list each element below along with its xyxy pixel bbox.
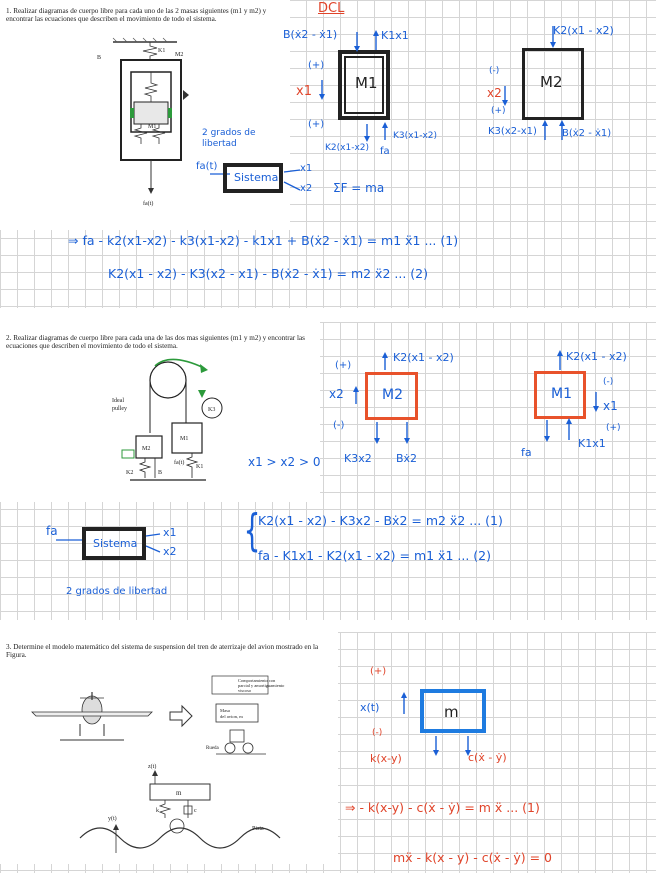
fig-label-k1: K1 [158,48,166,54]
p2-left-sign-top: (+) [335,360,352,371]
fig-label-c: c [194,808,197,814]
p3-mass-label: m [444,703,459,721]
problem1-mechanical-figure [95,38,205,208]
fig-label-pulley: Ideal [112,398,124,404]
m2-force-damper: B(ẋ2 - ẋ1) [562,128,612,139]
m1-force-damper: B(ẋ2 - ẋ1) [283,28,338,41]
p2-output-x1: x1 [163,526,177,539]
p3-sign-bottom: (-) [372,728,383,738]
m1-label: M1 [355,74,378,92]
p2-right-force-fa: fa [521,446,532,459]
problem2-statement: 2. Realizar diagramas de cuerpo libre para cada una de las dos mas siguientes (m1 y m2) y encontrar las ecuaciones que describen el movimiento de todo el sistema. [6,334,305,350]
fig-label-fa: fa(t) [174,460,185,466]
m1-force-k1: K1x1 [381,29,409,42]
p2-left-disp: x2 [329,387,344,401]
fig-label-pista: Pista [252,826,264,832]
fig-label-m1: M1 [148,124,157,130]
p2-right-force-k1: K1x1 [578,437,606,450]
m1-disp: x1 [296,84,312,99]
p2-left-block-label: M2 [382,387,403,403]
p2-equation-2: fa - K1x1 - K2(x1 - x2) = m1 ẍ1 ... (2) [258,548,491,563]
p2-left-force-b: Bẋ2 [396,452,418,465]
p2-brace: { [243,505,261,556]
problem1-output-x1: x1 [300,163,313,174]
problem3-landing-gear-figure [20,668,320,863]
p2-system-label: Sistema [93,537,138,550]
problem1-equation-2: K2(x1 - x2) - K3(x2 - x1) - B(ẋ2 - ẋ1) = m2 ẍ2 ... (2) [108,266,428,281]
fig-label-b: B [97,55,102,61]
p2-system-input: fa [46,524,58,538]
p2-system-box [82,527,146,560]
problem1-system-label: Sistema [234,171,279,184]
fig-label-k: k [156,808,159,814]
fig-label-b: B [158,470,163,476]
m2-disp: x2 [487,86,502,100]
fig-label-m2: M2 [175,52,184,58]
problem3-statement: 3. Determine el modelo matemático del sistema de suspension del tren de aterrizaje del avion mostrado en la Figura. [6,643,319,659]
problem1-newton-law: ΣF = ma [333,181,385,195]
fig-label-y: y(t) [108,816,117,822]
fig-label-z: z(t) [148,764,157,770]
svg-text:pulley: pulley [112,406,127,412]
m1-sign-top: (+) [308,60,325,71]
problem1-system-input: fa(t) [196,161,218,172]
svg-text:parcial y amortiguamiento: parcial y amortiguamiento [238,683,285,688]
p3-force-damper: c(ẋ - ẏ) [468,751,507,764]
p2-left-force-k3: K3x2 [344,452,372,465]
fig-label-rueda: Rueda [206,746,219,751]
fig-label-comp: Comportamiento con [238,678,276,683]
p2-left-force-top: K2(x1 - x2) [393,351,454,364]
p2-condition: x1 > x2 > 0 [248,455,321,469]
svg-text:viscoso: viscoso [238,688,252,693]
m2-label: M2 [540,73,563,91]
m1-force-k3: K3(x1-x2) [393,131,438,141]
p3-equation-2: mẍ - k(x - y) - c(ẋ - ẏ) = 0 [393,850,552,865]
p3-force-arrows [380,680,500,780]
p2-right-force-top: K2(x1 - x2) [566,350,627,363]
fig-label-k3: K3 [208,407,216,413]
p3-sign-top: (+) [370,666,387,677]
p3-disp: x(t) [360,701,380,714]
m2-force-k2: K2(x1 - x2) [553,24,614,37]
problem1-dof-note: 2 grados de libertad [202,128,256,149]
p2-equation-1: K2(x1 - x2) - K3x2 - Bẋ2 = m2 ẍ2 ... (1) [258,513,503,528]
p3-force-spring: k(x-y) [370,752,402,765]
fig-label-m1: M1 [180,436,189,442]
p2-right-sign-bottom: (+) [606,423,621,433]
p2-right-block-label: M1 [551,386,572,402]
m2-sign-bottom: (+) [491,106,506,116]
p2-right-disp: x1 [603,399,618,413]
p3-equation-1: ⇒ - k(x-y) - c(ẋ - ẏ) = m ẍ ... (1) [345,800,540,815]
fig-label-mass: Masa [220,708,230,713]
m2-sign-top: (-) [489,66,500,76]
p2-output-x2: x2 [163,545,177,558]
svg-text:del avion, m: del avion, m [220,714,243,719]
p2-right-sign-top: (-) [603,377,614,387]
p2-dof-note: 2 grados de libertad [66,586,168,597]
m1-sign-bottom: (+) [308,119,325,130]
problem2-pulley-figure [100,358,240,498]
p2-left-sign-bottom: (-) [333,420,345,431]
fig-label-m2: M2 [142,446,151,452]
problem1-output-x2: x2 [300,183,313,194]
problem1-equation-1: ⇒ fa - k2(x1-x2) - k3(x1-x2) - k1x1 + B(ẋ2 - ẋ1) = m1 ẍ1 ... (1) [68,233,459,248]
problem1-system-box [223,163,283,193]
m1-force-fa: fa [380,146,390,157]
m2-force-k3: K3(x2-x1) [488,126,537,137]
problem1-statement: 1. Realizar diagramas de cuerpo libre para cada uno de las 2 masas siguientes (m1 y m2) y encontrar las ecuaciones que describen el movimiento de todo el sistema. [6,7,267,23]
dcl-title: DCL [318,1,345,16]
fig-label-k2: K2 [126,470,134,476]
fig-label-fa: fa(t) [143,201,154,207]
m1-force-k2: K2(x1-x2) [325,143,370,153]
fig-label-m: m [176,789,182,797]
fig-label-k1: K1 [196,464,204,470]
